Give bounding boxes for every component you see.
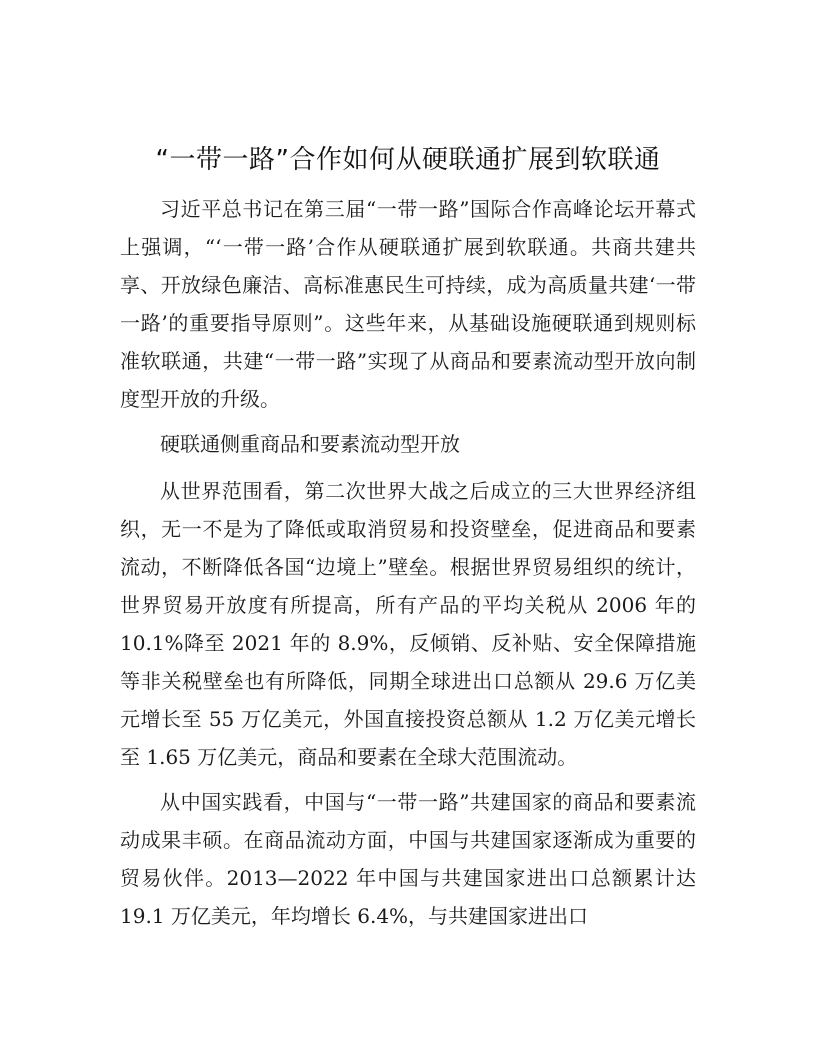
- document-title: “一带一路”合作如何从硬联通扩展到软联通: [155, 145, 661, 175]
- paragraph-china: 从中国实践看，中国与“一带一路”共建国家的商品和要素流动成果丰硕。在商品流动方面，中国与共建国家逐渐成为重要的贸易伙伴。2013—2022 年中国与共建国家进出口总额累计达 19.1 万亿美元，年均增长 6.4%，与共建国家进出口: [120, 790, 696, 928]
- document-body: [120, 190, 696, 942]
- section-heading: 硬联通侧重商品和要素流动型开放: [160, 432, 460, 456]
- paragraph-world: 从世界范围看，第二次世界大战之后成立的三大世界经济组织，无一不是为了降低或取消贸易和投资壁垒，促进商品和要素流动，不断降低各国“边境上”壁垒。根据世界贸易组织的统计，世界贸易开放度有所提高，所有产品的平均关税从 2006 年的 10.1%降至 2021 年的 8.9%，反倾销、反补贴、安全保障措施等非关税壁垒也有所降低，同期全球进出口总额从 29.6 万亿美元增长至 55 万亿美元，外国直接投资总额从 1.2 万亿美元增长至 1.65 万亿美元，商品和要素在全球大范围流动。: [120, 479, 696, 769]
- paragraph-intro: 习近平总书记在第三届“一带一路”国际合作高峰论坛开幕式上强调，“‘一带一路’合作从硬联通扩展到软联通。共商共建共享、开放绿色廉洁、高标准惠民生可持续，成为高质量共建‘一带一路’的重要指导原则”。这些年来，从基础设施硬联通到规则标准软联通，共建“一带一路”实现了从商品和要素流动型开放向制度型开放的升级。: [120, 197, 696, 411]
